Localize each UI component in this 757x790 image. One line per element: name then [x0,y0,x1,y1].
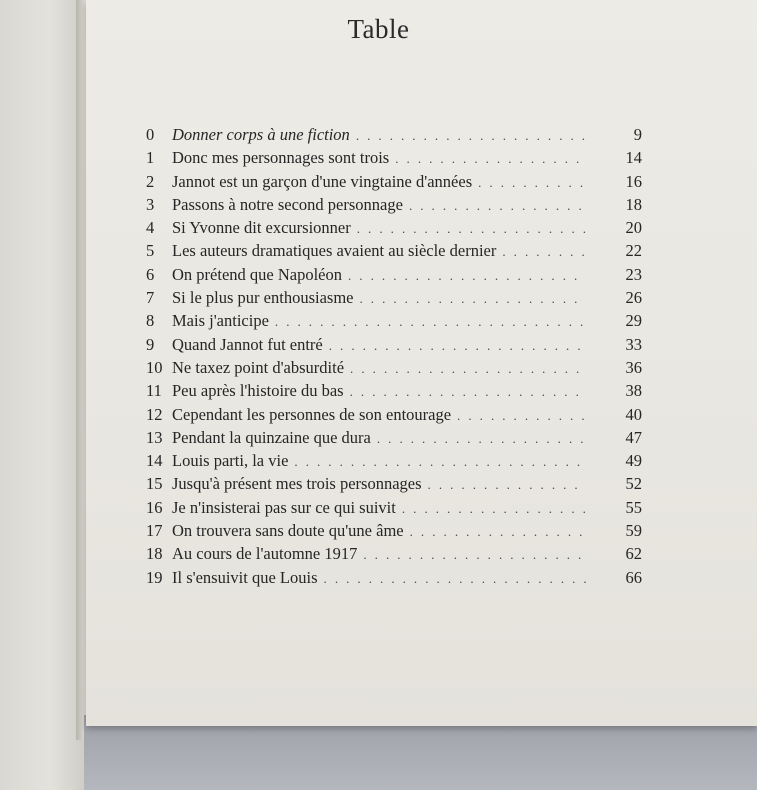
dot-leader [409,194,586,217]
toc-entry [146,123,642,146]
toc-entry [146,496,642,519]
chapter-title: Au cours de l'automne 1917 [172,544,358,564]
dot-leader [395,147,586,170]
dot-leader [410,520,586,543]
chapter-number: 18 [146,544,163,564]
dot-leader [350,357,586,380]
dot-leader [329,334,586,357]
chapter-number: 7 [146,288,155,308]
chapter-title: Il s'ensuivit que Louis [172,567,318,587]
chapter-number: 0 [146,125,155,144]
toc-entry [146,426,642,449]
page-number: 38 [625,381,642,401]
chapter-number: 11 [146,381,162,401]
page-number: 33 [625,334,642,354]
chapter-title: Quand Jannot fut entré [172,334,323,354]
chapter-number: 16 [146,497,163,517]
dot-leader [294,450,586,473]
chapter-title: Pendant la quinzaine que dura [172,427,371,447]
page-number: 55 [625,497,642,517]
toc-entry [146,216,642,239]
dot-leader [457,404,586,427]
dot-leader [377,427,586,450]
chapter-number: 14 [146,451,163,471]
page-number: 36 [625,357,642,377]
dot-leader [324,567,586,590]
chapter-title: Jannot est un garçon d'une vingtaine d'années [172,171,473,191]
chapter-number: 9 [146,334,155,354]
dot-leader [348,264,586,287]
facing-page [0,0,84,790]
toc-entry [146,193,642,216]
dot-leader [478,171,586,194]
page-number: 26 [625,288,642,308]
chapter-number: 15 [146,474,163,494]
page-number: 40 [625,404,642,424]
toc-entry [146,379,642,402]
toc-entry [146,542,642,565]
dot-leader [350,380,586,403]
toc-entry [146,449,642,472]
chapter-title: Ne taxez point d'absurdité [172,357,345,377]
toc-entry [146,286,642,309]
dot-leader [356,124,586,147]
page-number: 23 [625,264,642,284]
dot-leader [363,543,586,566]
chapter-number: 19 [146,567,163,587]
page-number: 59 [625,521,642,541]
toc-entry [146,309,642,332]
toc-entry [146,170,642,193]
chapter-title: Passons à notre second personnage [172,194,403,214]
chapter-title: Je n'insisterai pas sur ce qui suivit [172,497,396,517]
chapter-title: Si Yvonne dit excursionner [172,218,351,238]
page-number: 62 [625,544,642,564]
chapter-title: Donc mes personnages sont trois [172,148,390,168]
dot-leader [357,217,586,240]
chapter-title: On trouvera sans doute qu'une âme [172,521,404,541]
page-number: 16 [625,171,642,191]
chapter-number: 1 [146,148,155,168]
chapter-number: 10 [146,357,163,377]
dot-leader [502,240,586,263]
page-number: 22 [625,241,642,261]
page-number: 29 [625,311,642,331]
chapter-number: 13 [146,427,163,447]
chapter-title: Peu après l'histoire du bas [172,381,344,401]
page-number: 9 [633,125,642,144]
toc-entry [146,263,642,286]
toc-entry [146,333,642,356]
page-number: 49 [625,451,642,471]
dot-leader [359,287,586,310]
toc-entry [146,566,642,589]
toc-entry [146,239,642,262]
chapter-number: 12 [146,404,163,424]
chapter-title: Louis parti, la vie [172,451,289,471]
dot-leader [402,497,586,520]
toc-entry [146,356,642,379]
dot-leader [275,310,586,333]
chapter-title: Mais j'anticipe [172,311,269,331]
dot-leader [428,473,586,496]
page-number: 52 [625,474,642,494]
chapter-number: 5 [146,241,155,261]
toc-entry [146,146,642,169]
chapter-number: 2 [146,171,155,191]
toc-entry [146,403,642,426]
chapter-title: Donner corps à une fiction [172,125,350,144]
page-title: Table [347,14,410,44]
chapter-title: Jusqu'à présent mes trois personnages [172,474,422,494]
chapter-title: Cependant les personnes de son entourage [172,404,452,424]
table-of-contents [146,123,642,589]
page-number: 66 [625,567,642,587]
surface-below-book [84,715,757,790]
chapter-number: 4 [146,218,155,238]
toc-entry [146,472,642,495]
chapter-number: 3 [146,194,155,214]
chapter-title: On prétend que Napoléon [172,264,342,284]
page-number: 14 [625,148,642,168]
page-number: 18 [625,194,642,214]
chapter-title: Les auteurs dramatiques avaient au siècle dernier [172,241,497,261]
page-number: 47 [625,427,642,447]
chapter-number: 17 [146,521,163,541]
chapter-number: 8 [146,311,155,331]
page-number: 20 [625,218,642,238]
toc-entry [146,519,642,542]
chapter-title: Si le plus pur enthousiasme [172,288,354,308]
chapter-number: 6 [146,264,155,284]
